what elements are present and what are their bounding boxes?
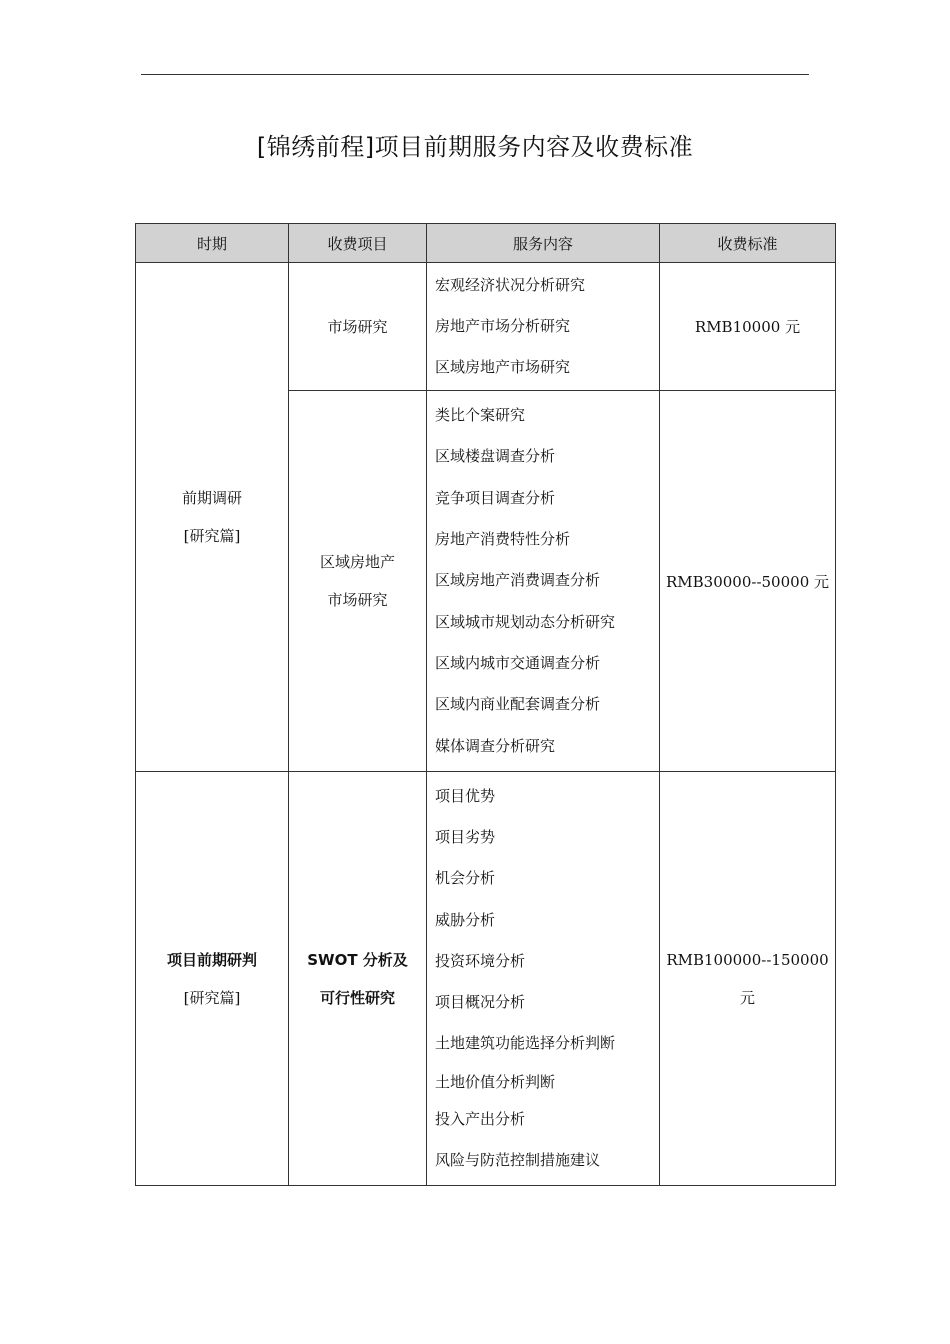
fee-cell [660, 263, 836, 391]
service-content-line: 房地产消费特性分析 [435, 530, 571, 549]
fee-value: RMB10000 元 [694, 318, 801, 336]
period-cell [136, 772, 289, 1186]
service-content-line: 房地产市场分析研究 [435, 316, 571, 335]
service-content-line: 项目优势 [435, 786, 496, 805]
document-title: [锦绣前程]项目前期服务内容及收费标准 [256, 133, 694, 161]
period-cell [136, 263, 289, 772]
service-content-line: 区域楼盘调查分析 [435, 447, 556, 466]
service-content-line: 风险与防范控制措施建议 [435, 1151, 601, 1170]
service-content-line: 媒体调查分析研究 [435, 736, 556, 755]
service-content-line: 区域内商业配套调查分析 [435, 695, 601, 714]
fee-value: RMB30000--50000 元 [665, 572, 829, 591]
fee-value: RMB100000--150000 [666, 950, 829, 969]
fee-cell [660, 772, 836, 1186]
fee-item-name: 区域房地产 [319, 553, 395, 571]
header-item: 收费项目 [289, 224, 427, 263]
fee-value-cont: 元 [739, 988, 755, 1007]
period-label: 前期调研 [181, 489, 242, 507]
service-content-cell [427, 772, 660, 1186]
service-content-line: 区域房地产市场研究 [435, 358, 571, 377]
service-content-line: 宏观经济状况分析研究 [435, 275, 586, 294]
service-content-line: 投资环境分析 [435, 951, 526, 970]
service-content-cell [427, 391, 660, 772]
header-content: 服务内容 [427, 224, 660, 263]
service-content-line: 区域房地产消费调查分析 [435, 571, 601, 590]
fee-cell [660, 391, 836, 772]
fee-item-cell [289, 772, 427, 1186]
service-content-line: 土地价值分析判断 [435, 1072, 556, 1091]
header-rule [141, 74, 809, 75]
period-label: 项目前期研判 [166, 950, 257, 969]
fee-item-cell [289, 263, 427, 391]
period-sublabel: [研究篇] [183, 527, 241, 545]
period-sublabel: [研究篇] [183, 988, 241, 1007]
header-fee: 收费标准 [660, 224, 836, 263]
service-content-line: 投入产出分析 [435, 1109, 526, 1128]
fee-item-name: SWOT 分析及 [307, 950, 408, 969]
service-content-cell [427, 263, 660, 391]
service-content-line: 项目劣势 [435, 827, 496, 846]
table-row [136, 772, 836, 1186]
fee-item-name: 市场研究 [327, 318, 388, 336]
service-content-line: 土地建筑功能选择分析判断 [435, 1034, 616, 1053]
fee-item-cell [289, 391, 427, 772]
header-row [136, 224, 836, 263]
fee-item-name-cont: 市场研究 [327, 591, 388, 609]
service-content-line: 竞争项目调查分析 [435, 488, 556, 507]
service-content-line: 机会分析 [435, 869, 496, 888]
fee-item-name-cont: 可行性研究 [319, 988, 395, 1007]
service-content-line: 威胁分析 [435, 910, 496, 929]
service-content-line: 区域城市规划动态分析研究 [435, 612, 616, 631]
service-content-line: 类比个案研究 [435, 406, 526, 425]
service-content-line: 区域内城市交通调查分析 [435, 653, 601, 672]
fee-table [135, 223, 836, 1186]
header-period: 时期 [136, 224, 289, 263]
service-content-line: 项目概况分析 [435, 993, 526, 1012]
table-row [136, 263, 836, 391]
